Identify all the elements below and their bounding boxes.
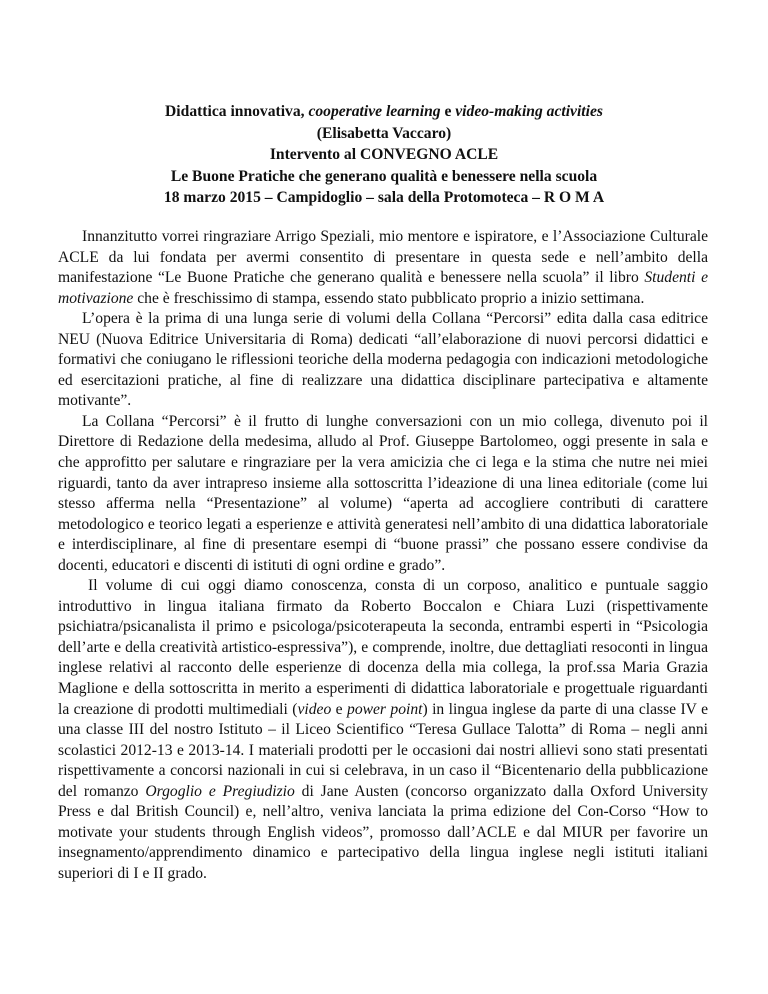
- event-line: Intervento al CONVEGNO ACLE: [269, 146, 499, 164]
- paragraph-4: [58, 576, 708, 884]
- paragraph-text: e: [331, 700, 348, 718]
- paragraph-3: La Collana “Percorsi” è il frutto di lunghe conversazioni con un mio collega, divenuto poi il Direttore di Redazione della medesima, alludo al Prof. Giuseppe Bartolomeo, oggi presente in sala e che approfitto per salutare e ringraziare per la vera amicizia che ci lega e la stima che nutre nei miei riguardi, tanto da aver intrapreso insieme alla sottoscritta l’ideazione di una linea editoriale (come lui stesso afferma nella “Presentazione” al volume) “aperta ad accogliere contributi di carattere metodologico e teorico legati a esperienze e attività generatesi nell’ambito di una didattica laboratoriale e interdisciplinare, al fine di presentare esempi di “buone prassi” che possano essere condivise da docenti, educatori e discenti di istituti di ogni ordine e grado”.: [58, 412, 708, 574]
- paragraph-text: che è freschissimo di stampa, essendo stato pubblicato proprio a inizio settimana.: [133, 289, 645, 307]
- paragraph-text: Il volume di cui oggi diamo conoscenza, consta di un corposo, analitico e puntuale saggio introduttivo in lingua italiana firmato da Roberto Boccalon e Chiara Luzi (rispettivamente psichiatra/psicanalista il primo e psicologa/psicoterapeuta la seconda, entrambi esperti in “Psicologia dell’arte e della creatività artistico-espressiva”), e comprende, inoltre, due dettagliati resoconti in lingua inglese relativi al racconto delle esperienze di docenza della mia collega, la prof.ssa Maria Grazia Maglione e della sottoscritta in merito a esperimenti di didattica laboratoriale e progettuale riguardanti la creazione di prodotti multimediali (: [58, 577, 708, 718]
- title-italic: cooperative learning: [308, 103, 441, 120]
- title-italic: video-making activities: [455, 103, 603, 120]
- paragraph-text: ) in lingua inglese da parte di una classe IV e una classe III del nostro Istituto – il Liceo Scientifico “Teresa Gullace Talotta” di Roma – negli anni scolastici 2012-13 e 2013-14. I materiali prodotti per le occasioni dai nostri allievi sono stati presentati rispettivamente a concorsi nazionali in cui si celebrava, in un caso il “Bicentenario della pubblicazione del romanzo: [58, 700, 708, 800]
- paragraph-text: di Jane Austen (concorso organizzato dalla Oxford University Press e dal British Council) e, nell’altro, veniva lanciata la prima edizione del Con-Corso “How to motivate your students through English videos”, promosso dall’ACLE e dal MIUR per favorire un insegnamento/apprendimento dinamico e partecipativo della lingua inglese negli istituti italiani superiori di I e II grado.: [58, 782, 708, 882]
- book-title: Studenti e motivazione: [58, 269, 708, 307]
- document-body: [58, 227, 708, 885]
- event-theme-line: Le Buone Pratiche che generano qualità e benessere nella scuola: [170, 167, 598, 185]
- paragraph-1: [58, 227, 708, 309]
- paragraph-2: L’opera è la prima di una lunga serie di volumi della Collana “Percorsi” edita dalla casa editrice NEU (Nuova Editrice Universitaria di Roma) dedicati “all’elaborazione di nuovi percorsi didattici e formativi che coniugano le riflessioni teoriche della moderna pedagogia con indicazioni metodologiche ed esercitazioni pratiche, al fine di realizzare una didattica disciplinare partecipativa e altamente motivante”.: [58, 310, 708, 410]
- author-line: (Elisabetta Vaccaro): [316, 124, 452, 142]
- italic-term: video: [297, 700, 332, 718]
- title-line: [60, 101, 708, 123]
- paragraph-text: Innanzitutto vorrei ringraziare Arrigo Speziali, mio mentore e ispiratore, e l’Associazione Culturale ACLE da lui fondata per avermi consentito di presentare in questa sede e nell’ambito della manifestazione “Le Buone Pratiche che generano qualità e benessere nella scuola” il libro: [58, 228, 708, 287]
- title-part: Didattica innovativa,: [165, 103, 309, 120]
- italic-term: power point: [347, 700, 423, 718]
- title-part: e: [440, 103, 456, 120]
- document-header: [60, 101, 708, 209]
- novel-title: Orgoglio e Pregiudizio: [145, 782, 295, 800]
- event-date-line: 18 marzo 2015 – Campidoglio – sala della Protomoteca – R O M A: [163, 189, 605, 207]
